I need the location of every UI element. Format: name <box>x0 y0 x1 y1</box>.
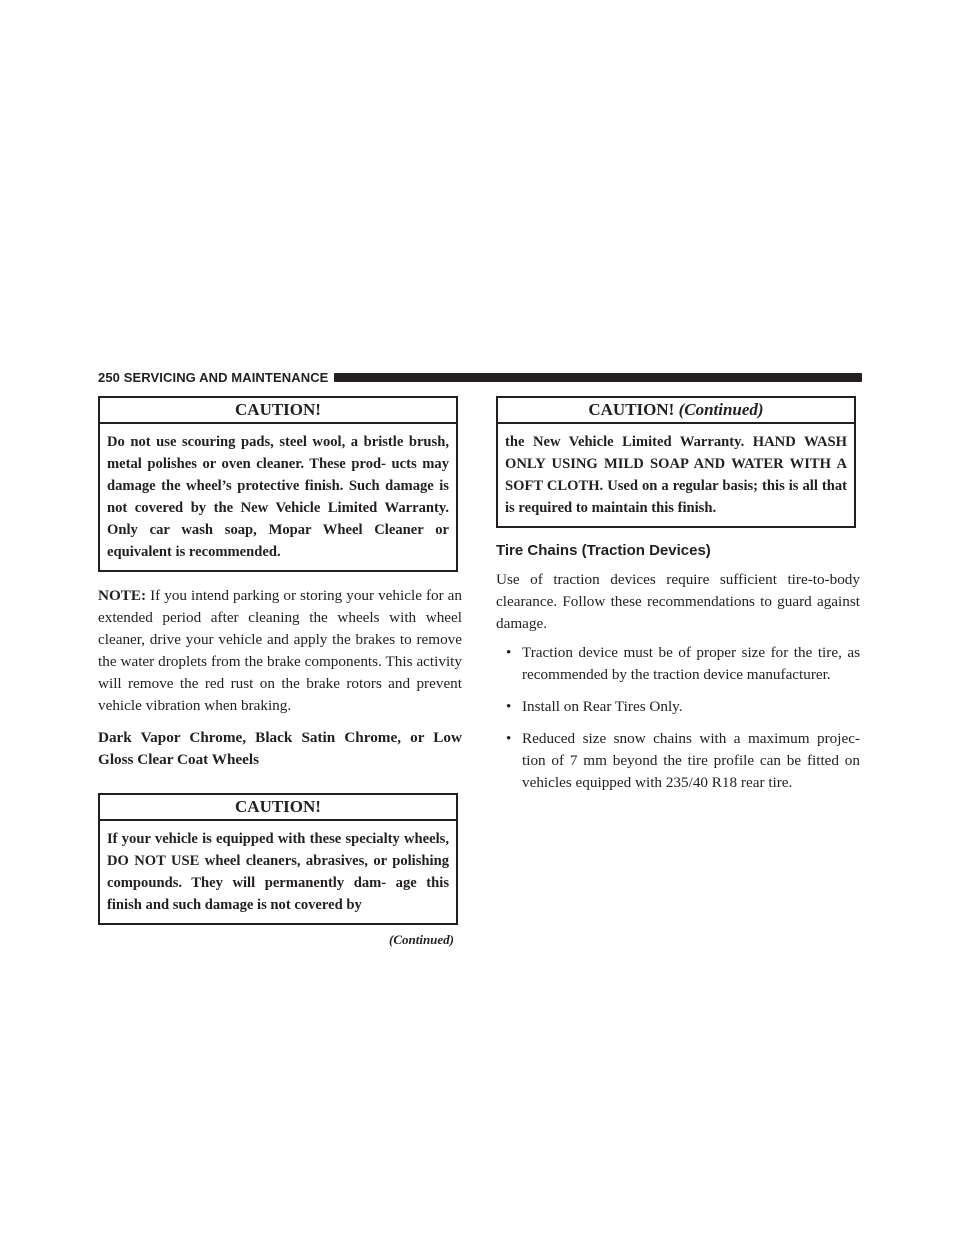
caution-box-continued <box>496 396 856 528</box>
list-item-text: Reduced size snow chains with a maximum projec- tion of 7 mm beyond the tire profile can be fitted on vehicles equipped with 235/40 R18 rear tire. <box>522 730 860 791</box>
note-label: NOTE: <box>98 587 147 604</box>
list-item <box>496 728 860 794</box>
list-item-text: Traction device must be of proper size for the tire, as recommended by the traction device manufacturer. <box>522 644 860 683</box>
intro-paragraph: Use of traction devices require sufficient tire-to-body clearance. Follow these recommendations to guard against damage. <box>496 571 860 632</box>
caution-title-text: CAUTION! <box>588 400 675 419</box>
bullet-icon: • <box>506 644 512 661</box>
page-number: 250 <box>98 370 120 385</box>
left-column <box>98 396 462 949</box>
page-header <box>98 370 862 386</box>
continued-label: (Continued) <box>388 932 454 947</box>
caution-body: the New Vehicle Limited Warranty. HAND WASH ONLY USING MILD SOAP AND WATER WITH A SOFT CLOTH. Used on a regular basis; this is all that is required to maintain this finish. <box>505 434 847 516</box>
note-paragraph <box>98 585 462 717</box>
caution-box-1 <box>98 396 458 572</box>
caution-body: If your vehicle is equipped with these specialty wheels, DO NOT USE wheel cleaners, abrasives, or polishing compounds. They will permanently dam- age this finish and such damage is not covered by <box>107 831 449 913</box>
caution-title <box>498 398 854 424</box>
note-text: If you intend parking or storing your vehicle for an extended period after cleaning the wheels with wheel cleaner, drive your vehicle and apply the brakes to remove the water droplets from the brake components. This activity will remove the red rust on the brake rotors and prevent vehicle vibration when braking. <box>98 587 462 714</box>
recommendation-list <box>496 642 860 794</box>
caution-body: Do not use scouring pads, steel wool, a bristle brush, metal polishes or oven cleaner. These prod- ucts may damage the wheel’s protective finish. Such damage is not covered by the New Vehicle Limited Warranty. Only car wash soap, Mopar Wheel Cleaner or equivalent is recommended. <box>107 434 449 560</box>
list-item-text: Install on Rear Tires Only. <box>522 698 683 715</box>
page-header-text <box>98 370 328 386</box>
section-title: SERVICING AND MAINTENANCE <box>123 370 329 385</box>
caution-title: CAUTION! <box>100 795 456 821</box>
list-item <box>496 696 860 718</box>
bullet-icon: • <box>506 730 512 747</box>
wheel-subheading: Dark Vapor Chrome, Black Satin Chrome, or Low Gloss Clear Coat Wheels <box>98 729 462 768</box>
caution-title: CAUTION! <box>100 398 456 424</box>
bullet-icon: • <box>506 698 512 715</box>
header-rule <box>334 373 862 382</box>
section-heading: Tire Chains (Traction Devices) <box>496 542 711 559</box>
caution-box-2 <box>98 793 458 925</box>
right-column <box>496 396 860 794</box>
caution-title-suffix: (Continued) <box>678 400 764 419</box>
list-item <box>496 642 860 686</box>
